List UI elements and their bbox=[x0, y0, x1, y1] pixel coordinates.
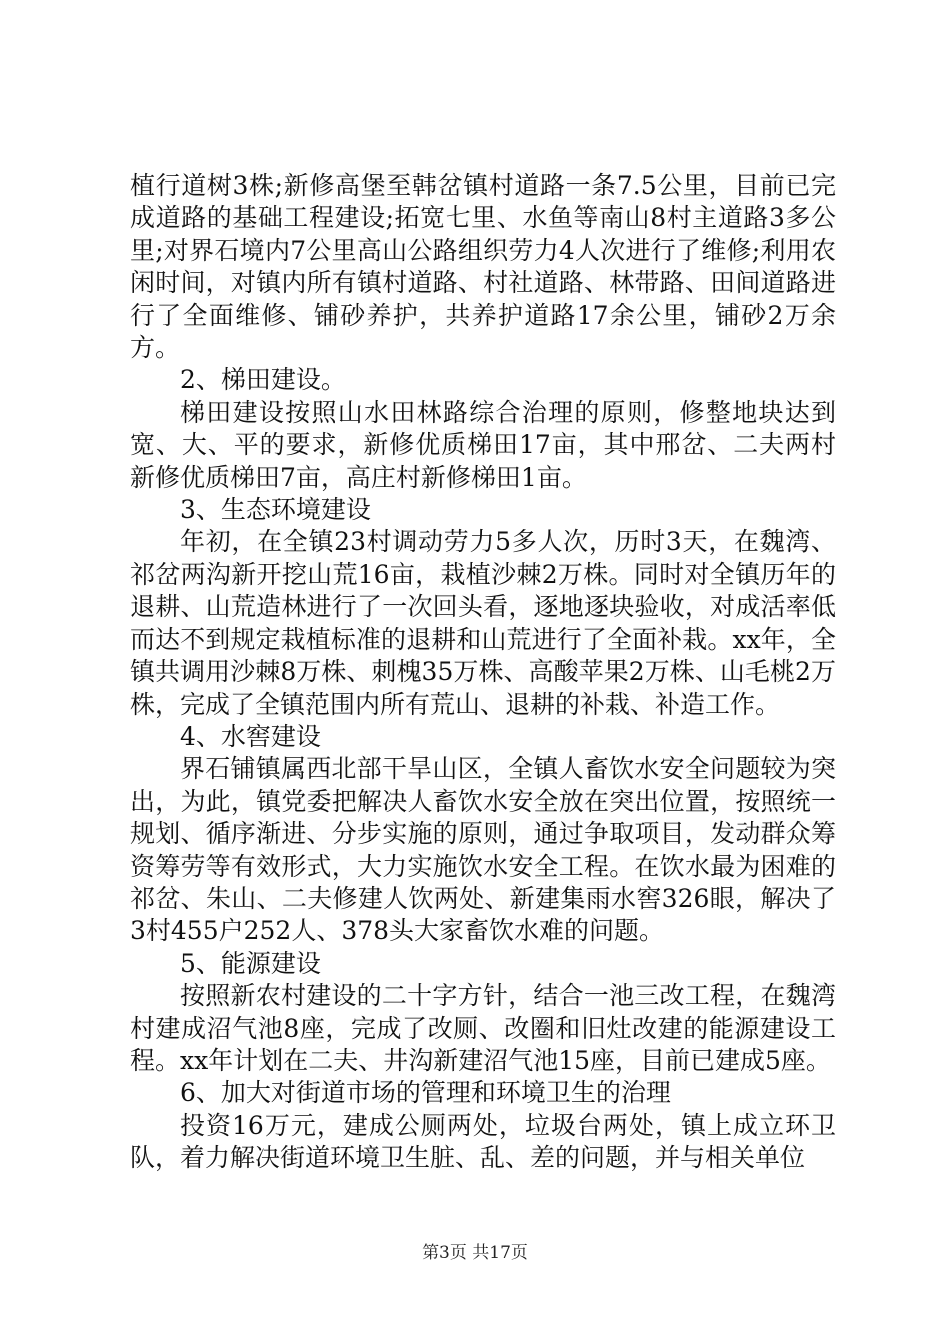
paragraph-roads-continued: 植行道树3株;新修高堡至韩岔镇村道路一条7.5公里，目前已完成道路的基础工程建设;拓宽七里、水鱼等南山8村主道路3多公里;对界石境内7公里高山公路组织劳力4人次进行了维修;利用农闲时间，对镇内所有镇村道路、村社道路、林带路、田间道路进行了全面维修、铺砂养护，共养护道路17余公里，铺砂2万余方。 bbox=[130, 171, 836, 363]
paragraph-street-sanitation: 投资16万元，建成公厕两处，垃圾台两处，镇上成立环卫队，着力解决街道环境卫生脏、乱、差的问题，并与相关单位 bbox=[130, 1110, 836, 1173]
paragraph-energy: 按照新农村建设的二十字方针，结合一池三改工程，在魏湾村建成沼气池8座，完成了改厕、改圈和旧灶改建的能源建设工程。xx年计划在二夫、井沟新建沼气池15座，目前已建成5座。 bbox=[130, 981, 836, 1075]
page-number-footer: 第3页 共17页 bbox=[422, 1243, 528, 1263]
section-heading-energy: 5、能源建设 bbox=[180, 948, 321, 978]
paragraph-terraces: 梯田建设按照山水田林路综合治理的原则，修整地块达到宽、大、平的要求，新修优质梯田17亩，其中邢岔、二夫两村新修优质梯田7亩，高庄村新修梯田1亩。 bbox=[130, 397, 836, 492]
paragraph-ecology: 年初，在全镇23村调动劳力5多人次，历时3天，在魏湾、祁岔两沟新开挖山荒16亩，栽植沙棘2万株。同时对全镇历年的退耕、山荒造林进行了一次回头看，逐地逐块验收，对成活率低而达不到规定栽植标准的退耕和山荒进行了全面补栽。xx年，全镇共调用沙棘8万株、刺槐35万株、高酸苹果2万株、山毛桃2万株，完成了全镇范围内所有荒山、退耕的补栽、补造工作。 bbox=[130, 527, 836, 719]
section-heading-street-sanitation: 6、加大对街道市场的管理和环境卫生的治理 bbox=[180, 1078, 671, 1108]
section-heading-terraces: 2、梯田建设。 bbox=[180, 365, 346, 395]
section-heading-water-cellars: 4、水窖建设 bbox=[180, 721, 321, 751]
section-heading-ecology: 3、生态环境建设 bbox=[180, 495, 371, 525]
paragraph-water-cellars: 界石铺镇属西北部干旱山区，全镇人畜饮水安全问题较为突出，为此，镇党委把解决人畜饮水安全放在突出位置，按照统一规划、循序渐进、分步实施的原则，通过争取项目，发动群众筹资筹劳等有效形式，大力实施饮水安全工程。在饮水最为困难的祁岔、朱山、二夫修建人饮两处、新建集雨水窖326眼，解决了3村455户252人、378头大家畜饮水难的问题。 bbox=[130, 754, 836, 946]
document-body bbox=[130, 170, 836, 1175]
